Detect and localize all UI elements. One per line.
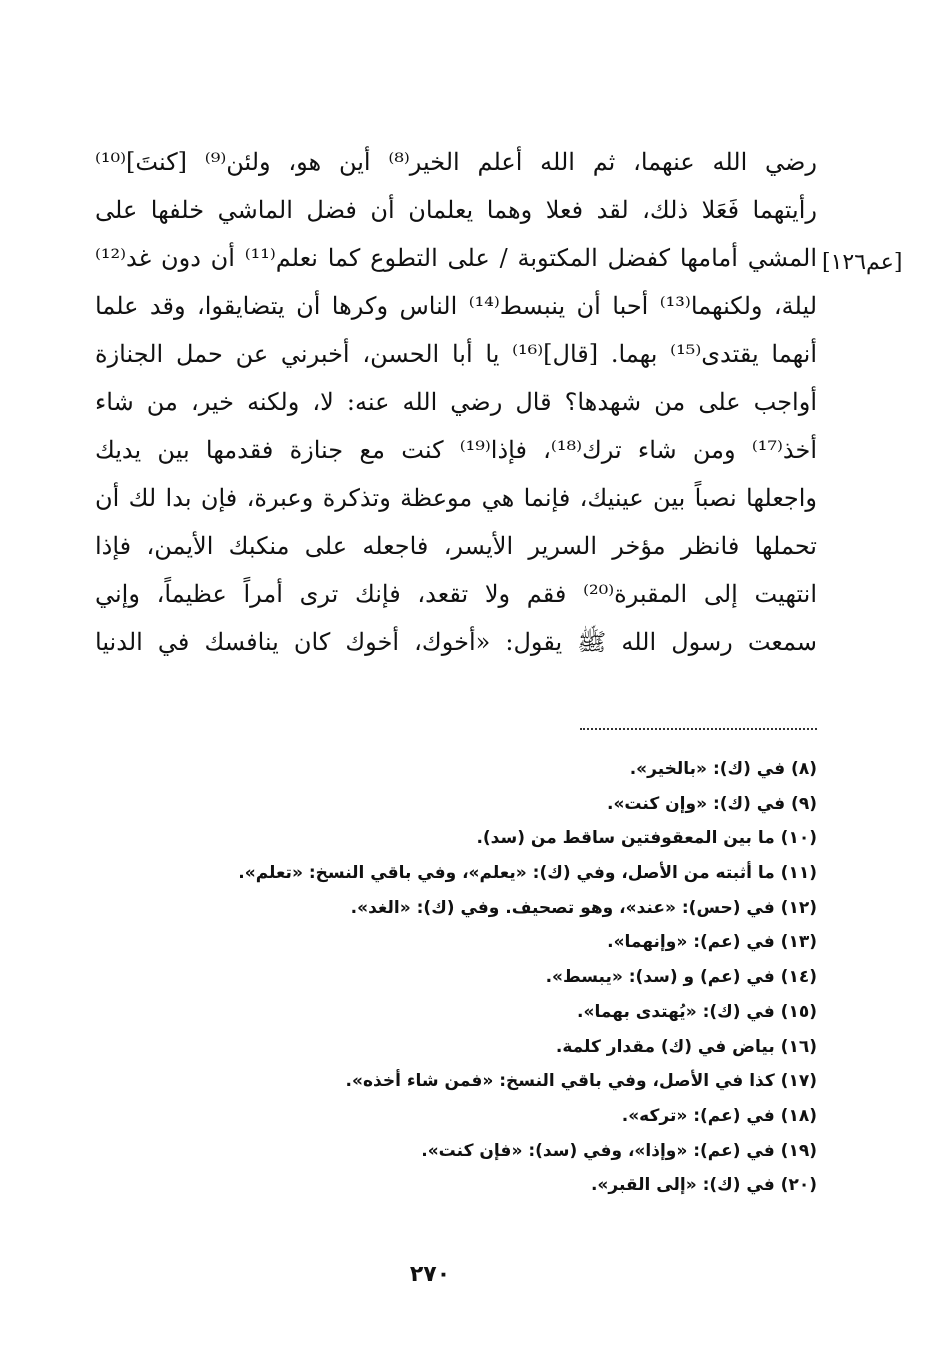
manuscript-margin-note: [عم١٢٦] — [822, 250, 903, 275]
body-line: ليلة، ولكنهما⁽¹³⁾ أحبا أن ينبسط⁽¹⁴⁾ الناس وكرها أن يتضايقوا، وقد علما — [95, 292, 817, 320]
body-line: المشي أمامها كفضل المكتوبة / على التطوع كما نعلم⁽¹¹⁾ أن دون غد⁽¹²⁾ — [95, 244, 817, 272]
body-text — [95, 138, 817, 666]
footnote: (١٣) في (عم): «وإنهما». — [607, 932, 817, 953]
footnote: (١٠) ما بين المعقوفتين ساقط من (سد). — [476, 828, 817, 849]
body-line: انتهيت إلى المقبرة⁽²⁰⁾ فقم ولا تقعد، فإنك ترى أمراً عظيماً، وإني — [95, 580, 817, 608]
footnotes — [238, 752, 817, 1203]
footnote: (١١) ما أثبته من الأصل، وفي (ك): «يعلم»، وفي باقي النسخ: «تعلم». — [238, 863, 817, 884]
footnote: (١٦) بياض في (ك) مقدار كلمة. — [555, 1036, 817, 1057]
body-line: أخذ⁽¹⁷⁾ ومن شاء ترك⁽¹⁸⁾، فإذا⁽¹⁹⁾ كنت مع جنازة فقدمها بين يديك — [95, 436, 817, 464]
footnote: (١٥) في (ك): «يُهتدى بهما». — [577, 1001, 817, 1022]
body-line: واجعلها نصباً بين عينيك، فإنما هي موعظة وتذكرة وعبرة، فإن بدا لك أن — [95, 484, 817, 512]
footnote: (٩) في (ك): «وإن كنت». — [606, 793, 817, 814]
body-line: تحملها فانظر مؤخر السرير الأيسر، فاجعله على منكبك الأيمن، فإذا — [95, 532, 817, 560]
footnote: (١٤) في (عم) و (سد): «يبسط». — [545, 967, 817, 988]
footnote: (٨) في (ك): «بالخير». — [629, 759, 817, 779]
footnote: (١٨) في (عم): «تركه». — [621, 1105, 817, 1126]
body-line: رضي الله عنهما، ثم الله أعلم الخير⁽⁸⁾ أين هو، ولئن⁽⁹⁾ [كنتَ]⁽¹⁰⁾ — [95, 148, 817, 176]
body-line: رأيتهما فَعَلا ذلك، لقد فعلا وهما يعلمان أن فضل الماشي خلفها على — [95, 196, 817, 224]
footnote: (١٩) في (عم): «وإذا»، وفي (سد): «فإن كنت». — [421, 1140, 817, 1161]
body-line: سمعت رسول الله ﷺ يقول: «أخوك، أخوك كان ينافسك في الدنيا — [95, 628, 817, 656]
footnote: (١٢) في (حس): «عند»، وهو تصحيف. وفي (ك): «الغد». — [350, 897, 817, 918]
body-line: أواجب على من شهدها؟ قال رضي الله عنه: لا، ولكنه خير، من شاء — [95, 388, 817, 416]
footnote: (١٧) كذا في الأصل، وفي باقي النسخ: «فمن شاء أخذه». — [345, 1071, 817, 1092]
footnote: (٢٠) في (ك): «إلى القبر». — [590, 1175, 817, 1196]
body-line: أنهما يقتدى⁽¹⁵⁾ بهما. [قال]⁽¹⁶⁾ يا أبا الحسن، أخبرني عن حمل الجنازة — [95, 340, 817, 368]
page-number: ٢٧٠ — [409, 1262, 451, 1287]
footnote-separator — [580, 728, 817, 730]
